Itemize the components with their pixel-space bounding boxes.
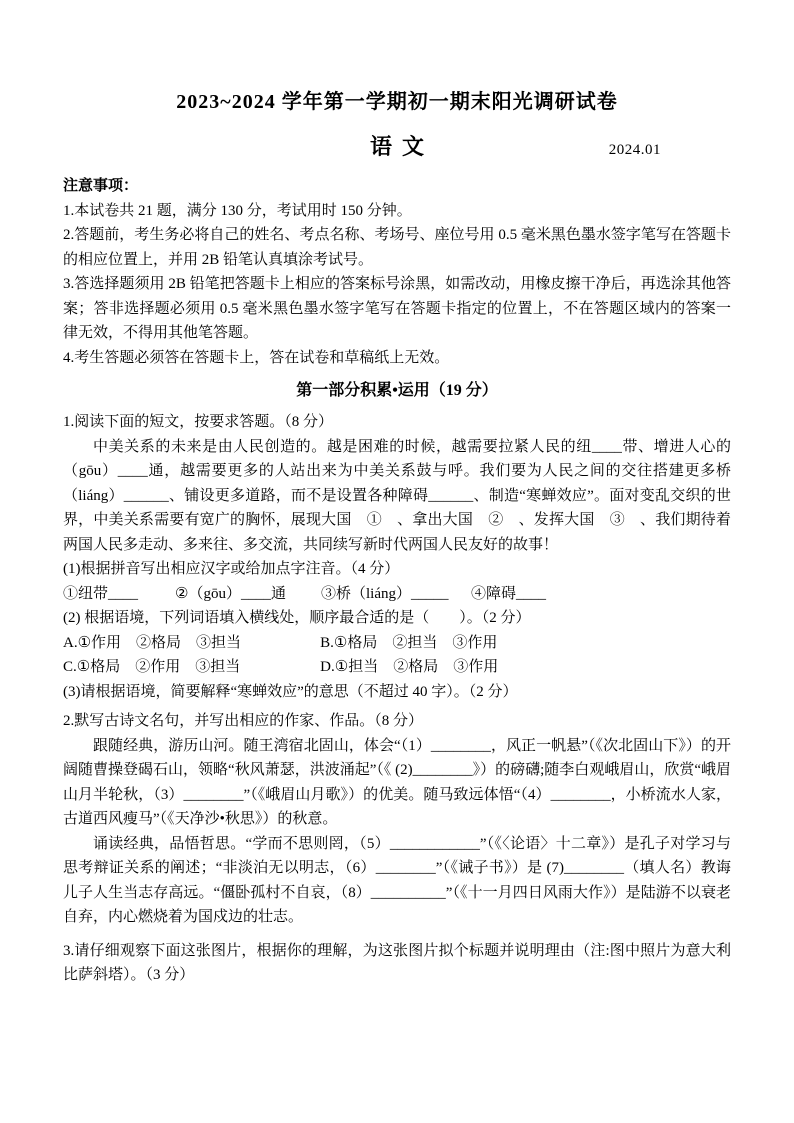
option-d: D.①担当 ②格局 ③作用 [320,659,499,675]
pinyin-item-1: ①纽带____ [63,585,139,602]
notice-item-2: 2.答题前，考生务必将自己的姓名、考点名称、考场号、座位号用 0.5 毫米黑色墨水签字笔写在答题卡的相应位置上，并用 2B 铅笔认真填涂考试号。 [63,227,731,268]
q1-stem: 1.阅读下面的短文，按要求答题。（8 分） [63,414,334,430]
option-b: B.①格局 ②担当 ③作用 [320,634,498,651]
pinyin-item-4: ④障碍____ [471,585,547,602]
subject-row [63,130,731,160]
q1-options [63,631,731,680]
q1-sub1-stem: (1)根据拼音写出相应汉字或给加点字注音。（4 分） [63,561,400,577]
pinyin-item-3: ③桥（liáng）_____ [321,585,449,602]
notices-heading: 注意事项： [63,178,139,194]
q1-sub3-stem: (3)请根据语境，简要解释“寒蝉效应”的意思（不超过 40 字）。（2 分） [63,683,518,700]
pinyin-item-2: ②（gōu）____通 [175,585,286,602]
notices-section [63,174,731,370]
q2-stem: 2.默写古诗文名句，并写出相应的作家、作品。（8 分） [63,713,424,729]
notice-item-1: 1.本试卷共 21 题，满分 130 分，考试用时 150 分钟。 [63,202,412,219]
q2-paragraph-2: 诵读经典，品悟哲思。“学而不思则罔，（5）____________”（《〈论语〉十二章》）是孔子对学习与思考辩证关系的阐述；“非淡泊无以明志，（6）________”（《诫子书》）是 (7)________（填人名）教诲儿子人生当志存高远。“僵卧孤村不自哀，（8）__________”（《十一月四日风雨大作》）是陆游不以衰老自弃，内心燃烧着为国戍边的壮志。 [63,835,731,925]
option-c: C.①格局 ②作用 ③担当 [63,659,241,675]
subject-title: 语文 [369,134,434,159]
question-2 [63,709,731,930]
exam-date: 2024.01 [608,142,661,158]
option-a: A.①作用 ②格局 ③担当 [63,634,242,651]
notice-item-3: 3.答选择题须用 2B 铅笔把答题卡上相应的答案标号涂黑，如需改动，用橡皮擦干净后，再选涂其他答案；答非选择题必须用 0.5 毫米黑色墨水签字笔写在答题卡指定的位置上，不在答题区域内的答案一律无效，不得用其他笔答题。 [63,276,731,341]
q2-paragraph-1: 跟随经典，游历山河。随王湾宿北固山，体会“（1）________，风正一帆悬”（《次北固山下》）的开阔随曹操登碣石山，领略“秋风萧瑟，洪波涌起”（《 (2)________》）的磅礴;随李白观峨眉山，欣赏“峨眉山月半轮秋，（3）________”（《峨眉山月歌》）的优美。随马致远体悟“（4）________，小桥流水人家，古道西风瘦马”（《天净沙•秋思》）的秋意。 [63,737,731,827]
q1-passage: 中美关系的未来是由人民创造的。越是困难的时候，越需要拉紧人民的纽____带、增进人心的（gōu）____通，越需要更多的人站出来为中美关系鼓与呼。我们要为人民之间的交往搭建更多桥（liáng）______、铺设更多道路，而不是设置各种障碍______、制造“寒蝉效应”。面对变乱交织的世界，中美关系需要有宽广的胸怀，展现大国 ① 、拿出大国 ② 、发挥大国 ③ 、我们期待着两国人民多走动、多来往、多交流，共同续写新时代两国人民友好的故事！ [63,438,731,553]
q1-sub2-stem: (2) 根据语境，下列词语填入横线处，顺序最合适的是（ ）。（2 分） [63,610,531,626]
question-3 [63,939,731,988]
notice-item-4: 4.考生答题必须答在答题卡上，答在试卷和草稿纸上无效。 [63,349,450,366]
q1-pinyin-items [63,582,731,607]
section-heading: 第一部分积累•运用（19 分） [296,382,498,399]
page-title: 2023~2024 学年第一学期初一期末阳光调研试卷 [176,91,618,113]
q3-stem: 3.请仔细观察下面这张图片，根据你的理解，为这张图片拟个标题并说明理由（注:图中照片为意大利比萨斜塔）。（3 分） [63,942,731,983]
question-1 [63,410,731,704]
